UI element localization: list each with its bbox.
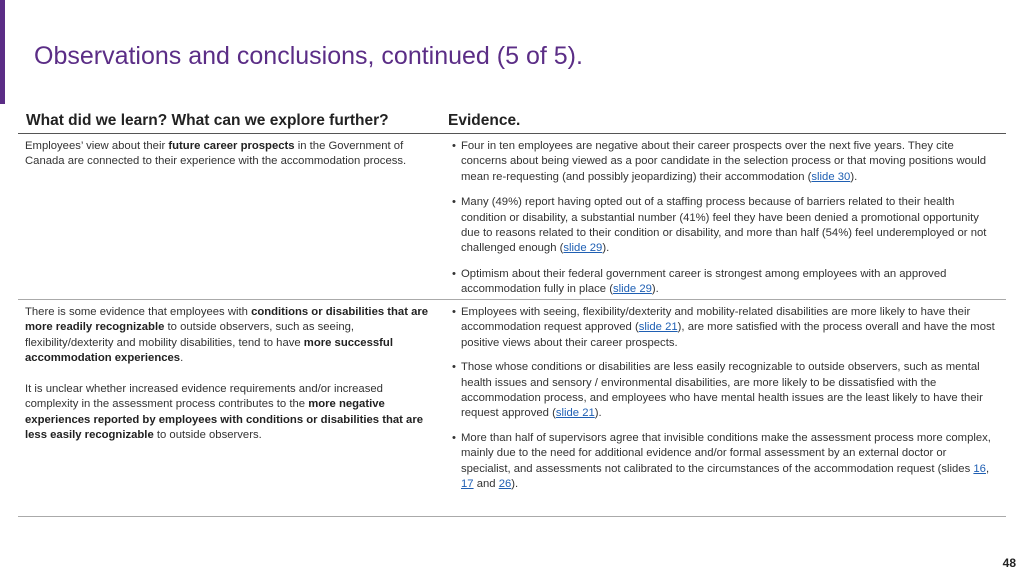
text-span: ). [511, 478, 519, 491]
text-span: There is some evidence that employees with [25, 306, 252, 318]
evidence-bullet [452, 139, 998, 185]
bold-text: conditions or disabilities that are more readily recognizable [25, 306, 429, 334]
evidence-cell [440, 300, 1006, 516]
text-span: ). [602, 242, 610, 255]
header-learned: What did we learn? What can we explore further? [26, 112, 389, 129]
text-span: Many (49%) report having opted out of a staffing process because of barriers related to their health condition or disability, a substantial number (41%) feel they have been denied a promotional opportunity due to reasons related to their condition or disability, and more than half (54%) feel underemployed or not challenged enough ( [461, 196, 987, 255]
text-span: Optimism about their federal government career is strongest among employees with an approved accommodation fully in place ( [461, 267, 947, 296]
text-span: Four in ten employees are negative about their career prospects over the next five years. They cite concerns about being viewed as a poor candidate in the selection process or that moving positions would mean re-requesting (and possibly jeopardizing) their accommodation ( [461, 140, 986, 183]
text-span: . [180, 352, 184, 365]
text-span: ), are more satisfied with the process overall and have the most positive views about their career prospects. [461, 321, 995, 349]
bold-text: more negative experiences reported by employees with conditions or disabilities that are less easily recognizable [25, 398, 424, 442]
bold-text: more successful accommodation experiences [25, 336, 393, 365]
table-row [18, 134, 1006, 300]
observation-text [25, 305, 430, 367]
text-span: Employees with seeing, flexibility/dexterity and mobility-related disabilities are more likely to have their accommodation request approved ( [461, 306, 971, 334]
table-row [18, 300, 1006, 517]
slide-link[interactable]: slide 30 [811, 170, 851, 183]
observation-text [25, 139, 430, 170]
text-span: Those whose conditions or disabilities are less easily recognizable to outside observers, such as mental health issues and sensory / environmental disabilities, are more likely to be dissatisfied with the accommodation process, and employees who have mental health issues are the least likely to have their request approved ( [461, 361, 983, 420]
page-title: Observations and conclusions, continued (5 of 5). [34, 42, 583, 70]
header-evidence: Evidence. [448, 112, 521, 129]
text-span: ). [594, 407, 602, 420]
table-header [18, 106, 1006, 134]
observation-text [25, 382, 430, 444]
slide-link[interactable]: slide 29 [612, 283, 652, 296]
text-span: ). [850, 170, 858, 183]
evidence-bullet [452, 195, 998, 257]
text-span: to outside observers, such as seeing, flexibility/dexterity and mobility disabilities, tend to have [25, 321, 355, 349]
text-span: , [985, 462, 990, 475]
observation-cell [18, 300, 430, 516]
text-span: Employees’ view about their [25, 140, 169, 152]
evidence-bullet [452, 305, 998, 351]
evidence-cell [440, 134, 1006, 299]
observation-cell [18, 134, 430, 299]
evidence-bullet [452, 360, 998, 422]
text-span: and [473, 478, 499, 491]
bold-text: future career prospects [168, 140, 295, 152]
evidence-bullet [452, 267, 998, 298]
evidence-bullet [452, 431, 998, 493]
text-span: to outside observers. [153, 429, 262, 442]
observations-table [18, 106, 1006, 517]
text-span: More than half of supervisors agree that invisible conditions make the assessment process more complex, mainly due to the need for additional evidence and/or formal assessment by an external doctor or specialist, and assessments not calibrated to the circumstances of the accommodation request (slides [461, 431, 991, 475]
slide-link[interactable]: slide 29 [563, 242, 603, 255]
slide-link[interactable]: 16 [973, 462, 986, 475]
slide-link[interactable]: slide 21 [638, 321, 678, 334]
slide-link[interactable]: 26 [498, 478, 512, 491]
text-span: ). [651, 283, 659, 296]
slide-link[interactable]: 17 [461, 478, 474, 491]
accent-bar [0, 0, 5, 104]
page-number: 48 [1002, 556, 1016, 570]
slide-link[interactable]: slide 21 [555, 407, 595, 420]
text-span: in the Government of Canada are connected to their experience with the accommodation process. [25, 140, 407, 168]
text-span: It is unclear whether increased evidence requirements and/or increased complexity in the assessment process contributes to the [25, 383, 383, 411]
